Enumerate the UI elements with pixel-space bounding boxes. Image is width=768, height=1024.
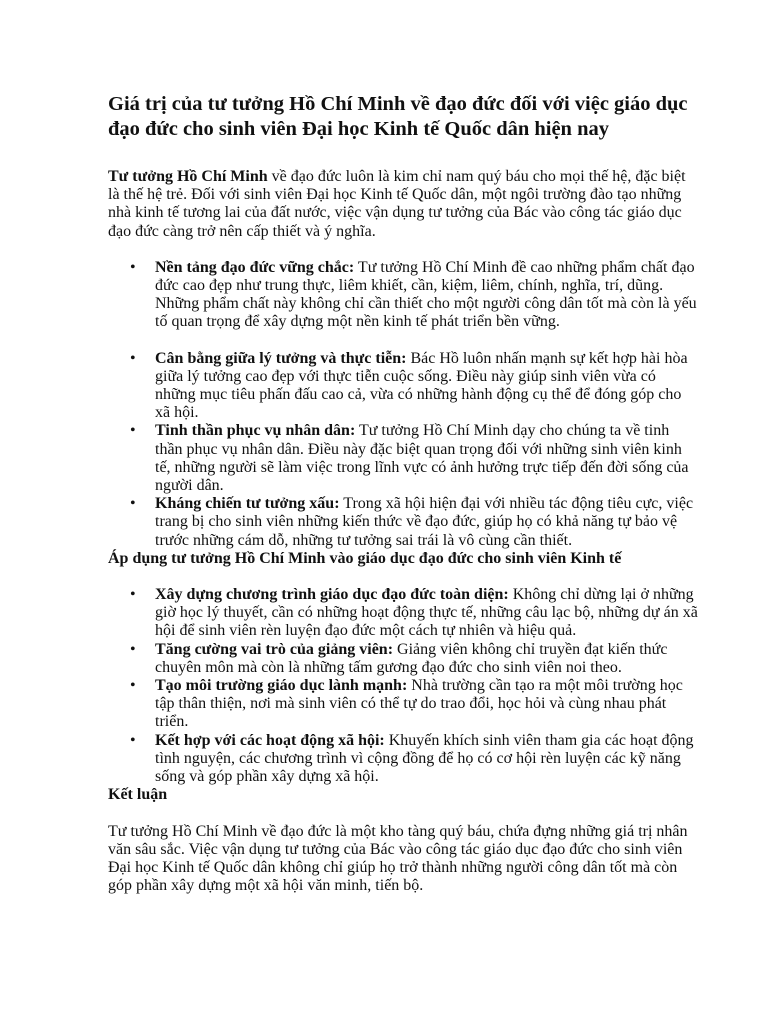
bullet-icon: •: [130, 495, 136, 513]
list-item-text: Không chỉ dừng lại ở những giờ học lý thuyết, cần có những hoạt động thực tế, những câu lạc bộ, những dự án xã hội để sinh viên rèn luyện đạo đức một cách tự nhiên và hiệu quả.: [155, 586, 698, 640]
bullet-icon: •: [130, 640, 136, 658]
intro-text: về đạo đức luôn là kim chỉ nam quý báu cho mọi thế hệ, đặc biệt là thế hệ trẻ. Đối với sinh viên Đại học Kinh tế Quốc dân, một ngôi trường đào tạo những nhà kinh tế tương lai của đất nước, việc vận dụng tư tưởng của Bác vào công tác giáo dục đạo đức càng trở nên cấp thiết và ý nghĩa.: [108, 168, 686, 240]
document-title: Giá trị của tư tưởng Hồ Chí Minh về đạo đức đối với việc giáo dục đạo đức cho sinh viên Đại học Kinh tế Quốc dân hiện nay: [108, 93, 688, 140]
conclusion-paragraph: Tư tưởng Hồ Chí Minh về đạo đức là một kho tàng quý báu, chứa đựng những giá trị nhân văn sâu sắc. Việc vận dụng tư tưởng của Bác vào công tác giáo dục đạo đức cho sinh viên Đại học Kinh tế Quốc dân không chỉ giúp họ trở thành những người công dân tốt mà còn góp phần xây dựng một xã hội văn minh, tiến bộ.: [108, 822, 688, 895]
bullet-icon: •: [130, 349, 136, 367]
list-item-text: Bác Hồ luôn nhấn mạnh sự kết hợp hài hòa giữa lý tưởng cao đẹp với thực tiễn cuộc sống. Điều này giúp sinh viên vừa có những mục tiêu phấn đấu cao cả, vừa có những hành động cụ thể để đóng góp cho xã hội.: [155, 349, 688, 422]
list-item-label: Tăng cường vai trò của giảng viên:: [155, 640, 394, 658]
application-heading: Áp dụng tư tưởng Hồ Chí Minh vào giáo dục đạo đức cho sinh viên Kinh tế: [108, 549, 622, 567]
list-item-text: Giảng viên không chỉ truyền đạt kiến thức chuyên môn mà còn là những tấm gương đạo đức cho sinh viên noi theo.: [155, 640, 668, 676]
list-item-text: Tư tưởng Hồ Chí Minh đề cao những phẩm chất đạo đức cao đẹp như trung thực, liêm khiết, cần, kiệm, liêm, chính, nghĩa, trí, dũng. Những phẩm chất này không chỉ cần thiết cho một người công dân tốt mà còn là yếu tố quan trọng để xây dựng một nền kinh tế phát triển bền vững.: [155, 258, 697, 331]
list-item: [108, 586, 698, 641]
list-item-label: Kết hợp với các hoạt động xã hội:: [155, 731, 385, 749]
conclusion-heading: Kết luận: [108, 786, 168, 804]
values-list: [108, 259, 698, 550]
intro-paragraph: [108, 168, 698, 241]
list-item-label: Nền tảng đạo đức vững chắc:: [155, 258, 355, 276]
bullet-icon: •: [130, 258, 136, 276]
list-item: [108, 422, 698, 495]
list-item-text: Tư tưởng Hồ Chí Minh dạy cho chúng ta về tinh thần phục vụ nhân dân. Điều này đặc biệt quan trọng đối với những sinh viên kinh tế, những người sẽ làm việc trong lĩnh vực có ảnh hưởng trực tiếp đến đời sống của người dân.: [155, 422, 689, 495]
list-item-label: Tinh thần phục vụ nhân dân:: [155, 422, 356, 440]
bullet-icon: •: [130, 586, 136, 604]
intro-lead: Tư tưởng Hồ Chí Minh: [108, 168, 268, 185]
list-item-label: Xây dựng chương trình giáo dục đạo đức toàn diện:: [155, 586, 509, 604]
document-page: [108, 92, 698, 895]
list-item: [108, 641, 698, 677]
list-item-text: Trong xã hội hiện đại với nhiều tác động tiêu cực, việc trang bị cho sinh viên những kiến thức về đạo đức, giúp họ có khả năng tự bảo vệ trước những cám dỗ, những tư tưởng sai trái là vô cùng cần thiết.: [155, 495, 694, 549]
list-item-text: Nhà trường cần tạo ra một môi trường học tập thân thiện, nơi mà sinh viên có thể tự do trao đổi, học hỏi và cùng nhau phát triển.: [155, 677, 683, 731]
list-item: [108, 259, 698, 332]
list-item-label: Cân bằng giữa lý tưởng và thực tiễn:: [155, 349, 407, 367]
list-item: [108, 350, 698, 423]
bullet-icon: •: [130, 422, 136, 440]
bullet-icon: •: [130, 677, 136, 695]
list-item: [108, 732, 698, 787]
list-item-text: Khuyến khích sinh viên tham gia các hoạt động tình nguyện, các chương trình vì cộng đồng để họ có cơ hội rèn luyện các kỹ năng sống và góp phần xây dựng xã hội.: [155, 731, 694, 786]
bullet-icon: •: [130, 731, 136, 749]
list-item: [108, 677, 698, 732]
list-item-label: Tạo môi trường giáo dục lành mạnh:: [155, 677, 408, 695]
list-item: [108, 495, 698, 550]
list-item-label: Kháng chiến tư tưởng xấu:: [155, 495, 340, 513]
application-list: [108, 586, 698, 786]
